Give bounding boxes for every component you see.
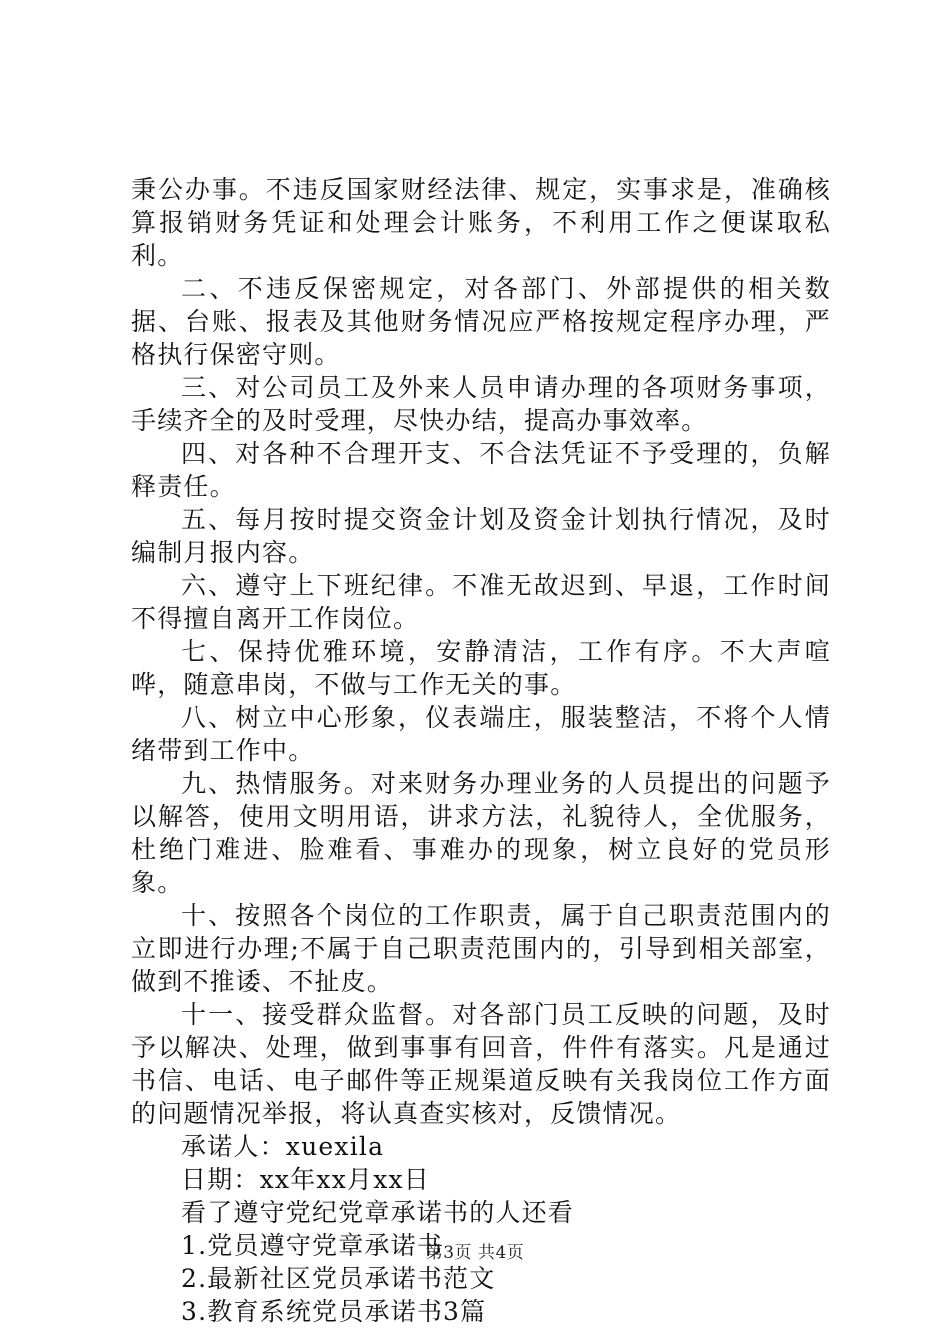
related-item-3[interactable]: 3.教育系统党员承诺书3篇 <box>181 1297 487 1326</box>
paragraph-7: 七、保持优雅环境，安静清洁，工作有序。不大声喧哗，随意串岗，不做与工作无关的事。 <box>131 637 831 699</box>
paragraph-5: 五、每月按时提交资金计划及资金计划执行情况，及时编制月报内容。 <box>131 505 831 567</box>
date-line: 日期：xx年xx月xx日 <box>181 1165 430 1194</box>
paragraph-10: 十、按照各个岗位的工作职责，属于自己职责范围内的立即进行办理;不属于自己职责范围内的，引导到相关部室，做到不推诿、不扯皮。 <box>131 901 831 996</box>
signature-line: 承诺人：xuexila <box>181 1132 385 1161</box>
related-item-1[interactable]: 1.党员遵守党章承诺书 <box>181 1231 444 1260</box>
related-item-2[interactable]: 2.最新社区党员承诺书范文 <box>181 1264 496 1293</box>
related-heading: 看了遵守党纪党章承诺书的人还看 <box>181 1198 575 1227</box>
paragraph-2: 二、不违反保密规定，对各部门、外部提供的相关数据、台账、报表及其他财务情况应严格按规定程序办理，严格执行保密守则。 <box>131 274 831 369</box>
paragraph-8: 八、树立中心形象，仪表端庄，服装整洁，不将个人情绪带到工作中。 <box>131 703 831 765</box>
paragraph-6: 六、遵守上下班纪律。不准无故迟到、早退，工作时间不得擅自离开工作岗位。 <box>131 571 831 633</box>
paragraph-3: 三、对公司员工及外来人员申请办理的各项财务事项，手续齐全的及时受理，尽快办结，提高办事效率。 <box>131 373 831 435</box>
page-footer: 第3页 共4页 <box>425 1243 525 1263</box>
paragraph-9: 九、热情服务。对来财务办理业务的人员提出的问题予以解答，使用文明用语，讲求方法，礼貌待人，全优服务，杜绝门难进、脸难看、事难办的现象，树立良好的党员形象。 <box>131 769 831 897</box>
document-body <box>131 173 831 1328</box>
paragraph-11: 十一、接受群众监督。对各部门员工反映的问题，及时予以解决、处理，做到事事有回音，件件有落实。凡是通过书信、电话、电子邮件等正规渠道反映有关我岗位工作方面的问题情况举报，将认真查实核对，反馈情况。 <box>131 1000 831 1128</box>
paragraph-4: 四、对各种不合理开支、不合法凭证不予受理的，负解释责任。 <box>131 439 831 501</box>
paragraph-1: 秉公办事。不违反国家财经法律、规定，实事求是，准确核算报销财务凭证和处理会计账务，不利用工作之便谋取私利。 <box>131 175 831 270</box>
